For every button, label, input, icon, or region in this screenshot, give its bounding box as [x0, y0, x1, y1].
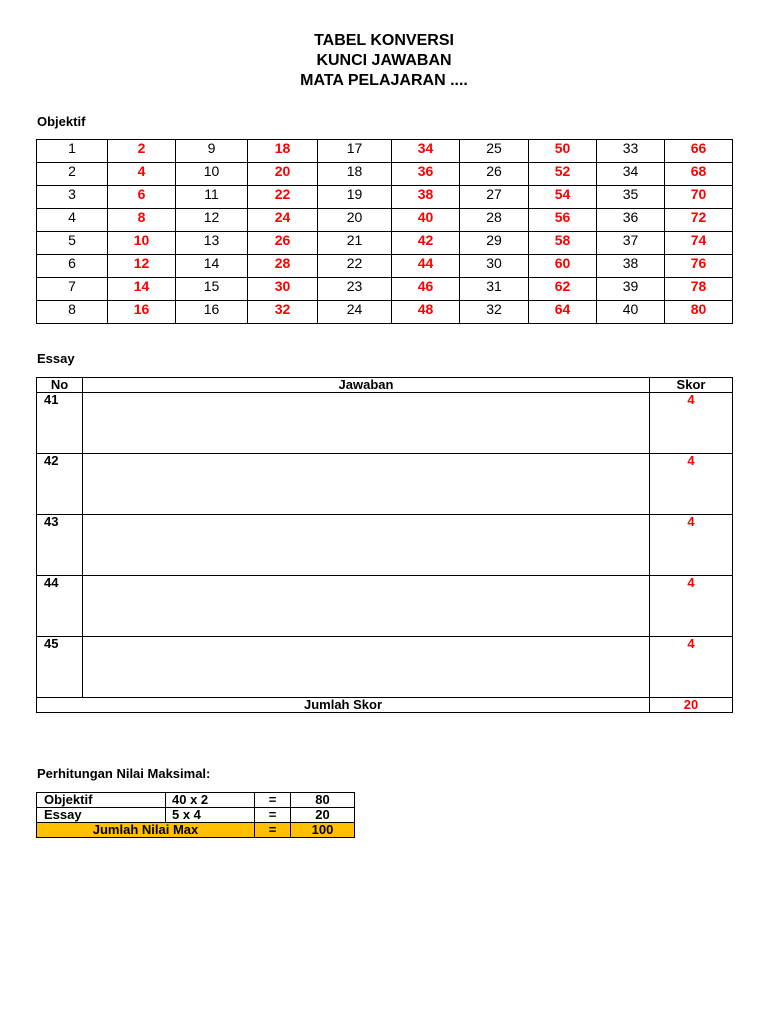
perhitungan-row — [37, 793, 355, 808]
objektif-score-cell: 58 — [529, 232, 597, 255]
objektif-row — [37, 255, 733, 278]
objektif-row — [37, 209, 733, 232]
objektif-number-cell: 27 — [460, 186, 529, 209]
objektif-score-cell: 36 — [392, 163, 460, 186]
essay-no-cell: 44 — [37, 576, 83, 637]
essay-total-value: 20 — [650, 698, 733, 713]
objektif-score-cell: 80 — [665, 301, 733, 324]
objektif-number-cell: 8 — [37, 301, 108, 324]
objektif-number-cell: 29 — [460, 232, 529, 255]
objektif-number-cell: 7 — [37, 278, 108, 301]
title-line-2: KUNCI JAWABAN — [316, 52, 452, 69]
objektif-number-cell: 2 — [37, 163, 108, 186]
objektif-number-cell: 37 — [597, 232, 665, 255]
objektif-number-cell: 32 — [460, 301, 529, 324]
objektif-number-cell: 25 — [460, 140, 529, 163]
max-label: Jumlah Nilai Max — [37, 823, 255, 838]
objektif-number-cell: 17 — [318, 140, 392, 163]
objektif-score-cell: 16 — [108, 301, 176, 324]
objektif-number-cell: 22 — [318, 255, 392, 278]
objektif-score-cell: 50 — [529, 140, 597, 163]
objektif-number-cell: 30 — [460, 255, 529, 278]
objektif-number-cell: 23 — [318, 278, 392, 301]
objektif-number-cell: 13 — [176, 232, 248, 255]
essay-header-row — [37, 378, 733, 393]
objektif-score-cell: 70 — [665, 186, 733, 209]
objektif-score-cell: 38 — [392, 186, 460, 209]
objektif-score-cell: 66 — [665, 140, 733, 163]
objektif-score-cell: 22 — [248, 186, 318, 209]
essay-table — [36, 377, 733, 713]
essay-total-label: Jumlah Skor — [37, 698, 650, 713]
objektif-number-cell: 39 — [597, 278, 665, 301]
max-row — [37, 823, 355, 838]
calc-label-cell: Objektif — [37, 793, 166, 808]
objektif-number-cell: 18 — [318, 163, 392, 186]
objektif-number-cell: 11 — [176, 186, 248, 209]
objektif-score-cell: 68 — [665, 163, 733, 186]
objektif-number-cell: 14 — [176, 255, 248, 278]
objektif-score-cell: 54 — [529, 186, 597, 209]
objektif-number-cell: 15 — [176, 278, 248, 301]
essay-label: Essay — [37, 351, 75, 366]
essay-skor-cell: 4 — [650, 515, 733, 576]
objektif-score-cell: 24 — [248, 209, 318, 232]
objektif-score-cell: 56 — [529, 209, 597, 232]
objektif-row — [37, 186, 733, 209]
objektif-score-cell: 34 — [392, 140, 460, 163]
objektif-score-cell: 60 — [529, 255, 597, 278]
objektif-score-cell: 10 — [108, 232, 176, 255]
objektif-score-cell: 62 — [529, 278, 597, 301]
essay-no-cell: 42 — [37, 454, 83, 515]
essay-row — [37, 637, 733, 698]
objektif-score-cell: 12 — [108, 255, 176, 278]
objektif-number-cell: 26 — [460, 163, 529, 186]
objektif-row — [37, 232, 733, 255]
essay-skor-cell: 4 — [650, 393, 733, 454]
essay-row — [37, 454, 733, 515]
essay-skor-cell: 4 — [650, 454, 733, 515]
objektif-number-cell: 38 — [597, 255, 665, 278]
calc-label-cell: Essay — [37, 808, 166, 823]
essay-total-row — [37, 698, 733, 713]
essay-skor-cell: 4 — [650, 637, 733, 698]
perhitungan-table — [36, 792, 355, 838]
objektif-number-cell: 20 — [318, 209, 392, 232]
essay-skor-cell: 4 — [650, 576, 733, 637]
calc-eq-cell: = — [255, 808, 291, 823]
objektif-score-cell: 14 — [108, 278, 176, 301]
objektif-number-cell: 4 — [37, 209, 108, 232]
calc-formula-cell: 40 x 2 — [166, 793, 255, 808]
essay-jawaban-cell — [83, 454, 650, 515]
max-eq: = — [255, 823, 291, 838]
objektif-score-cell: 46 — [392, 278, 460, 301]
essay-row — [37, 515, 733, 576]
objektif-number-cell: 16 — [176, 301, 248, 324]
objektif-number-cell: 6 — [37, 255, 108, 278]
essay-jawaban-cell — [83, 393, 650, 454]
objektif-score-cell: 30 — [248, 278, 318, 301]
calc-formula-cell: 5 x 4 — [166, 808, 255, 823]
essay-header-skor: Skor — [650, 378, 733, 393]
objektif-row — [37, 163, 733, 186]
objektif-number-cell: 5 — [37, 232, 108, 255]
objektif-score-cell: 18 — [248, 140, 318, 163]
essay-no-cell: 43 — [37, 515, 83, 576]
essay-row — [37, 576, 733, 637]
essay-jawaban-cell — [83, 637, 650, 698]
essay-jawaban-cell — [83, 576, 650, 637]
objektif-number-cell: 40 — [597, 301, 665, 324]
objektif-score-cell: 78 — [665, 278, 733, 301]
objektif-score-cell: 26 — [248, 232, 318, 255]
calc-value-cell: 20 — [291, 808, 355, 823]
objektif-score-cell: 52 — [529, 163, 597, 186]
objektif-score-cell: 28 — [248, 255, 318, 278]
objektif-number-cell: 3 — [37, 186, 108, 209]
objektif-table — [36, 139, 733, 324]
objektif-number-cell: 19 — [318, 186, 392, 209]
objektif-number-cell: 35 — [597, 186, 665, 209]
objektif-score-cell: 20 — [248, 163, 318, 186]
objektif-score-cell: 74 — [665, 232, 733, 255]
title-line-1: TABEL KONVERSI — [314, 32, 454, 49]
calc-value-cell: 80 — [291, 793, 355, 808]
objektif-number-cell: 9 — [176, 140, 248, 163]
objektif-label: Objektif — [37, 114, 86, 129]
objektif-score-cell: 6 — [108, 186, 176, 209]
objektif-number-cell: 12 — [176, 209, 248, 232]
objektif-score-cell: 4 — [108, 163, 176, 186]
objektif-number-cell: 10 — [176, 163, 248, 186]
objektif-number-cell: 33 — [597, 140, 665, 163]
essay-row — [37, 393, 733, 454]
objektif-number-cell: 34 — [597, 163, 665, 186]
objektif-score-cell: 64 — [529, 301, 597, 324]
objektif-score-cell: 32 — [248, 301, 318, 324]
objektif-number-cell: 36 — [597, 209, 665, 232]
essay-jawaban-cell — [83, 515, 650, 576]
document-title — [0, 31, 768, 91]
objektif-row — [37, 301, 733, 324]
objektif-number-cell: 31 — [460, 278, 529, 301]
objektif-number-cell: 21 — [318, 232, 392, 255]
essay-no-cell: 45 — [37, 637, 83, 698]
essay-header-jawaban: Jawaban — [83, 378, 650, 393]
objektif-score-cell: 44 — [392, 255, 460, 278]
essay-no-cell: 41 — [37, 393, 83, 454]
objektif-number-cell: 24 — [318, 301, 392, 324]
objektif-number-cell: 1 — [37, 140, 108, 163]
essay-header-no: No — [37, 378, 83, 393]
objektif-score-cell: 48 — [392, 301, 460, 324]
objektif-number-cell: 28 — [460, 209, 529, 232]
perhitungan-row — [37, 808, 355, 823]
objektif-row — [37, 278, 733, 301]
objektif-score-cell: 42 — [392, 232, 460, 255]
objektif-score-cell: 2 — [108, 140, 176, 163]
objektif-score-cell: 76 — [665, 255, 733, 278]
objektif-score-cell: 72 — [665, 209, 733, 232]
objektif-score-cell: 8 — [108, 209, 176, 232]
title-line-3: MATA PELAJARAN .... — [300, 72, 468, 89]
calc-eq-cell: = — [255, 793, 291, 808]
objektif-score-cell: 40 — [392, 209, 460, 232]
max-value: 100 — [291, 823, 355, 838]
perhitungan-label: Perhitungan Nilai Maksimal: — [37, 766, 211, 781]
objektif-row — [37, 140, 733, 163]
